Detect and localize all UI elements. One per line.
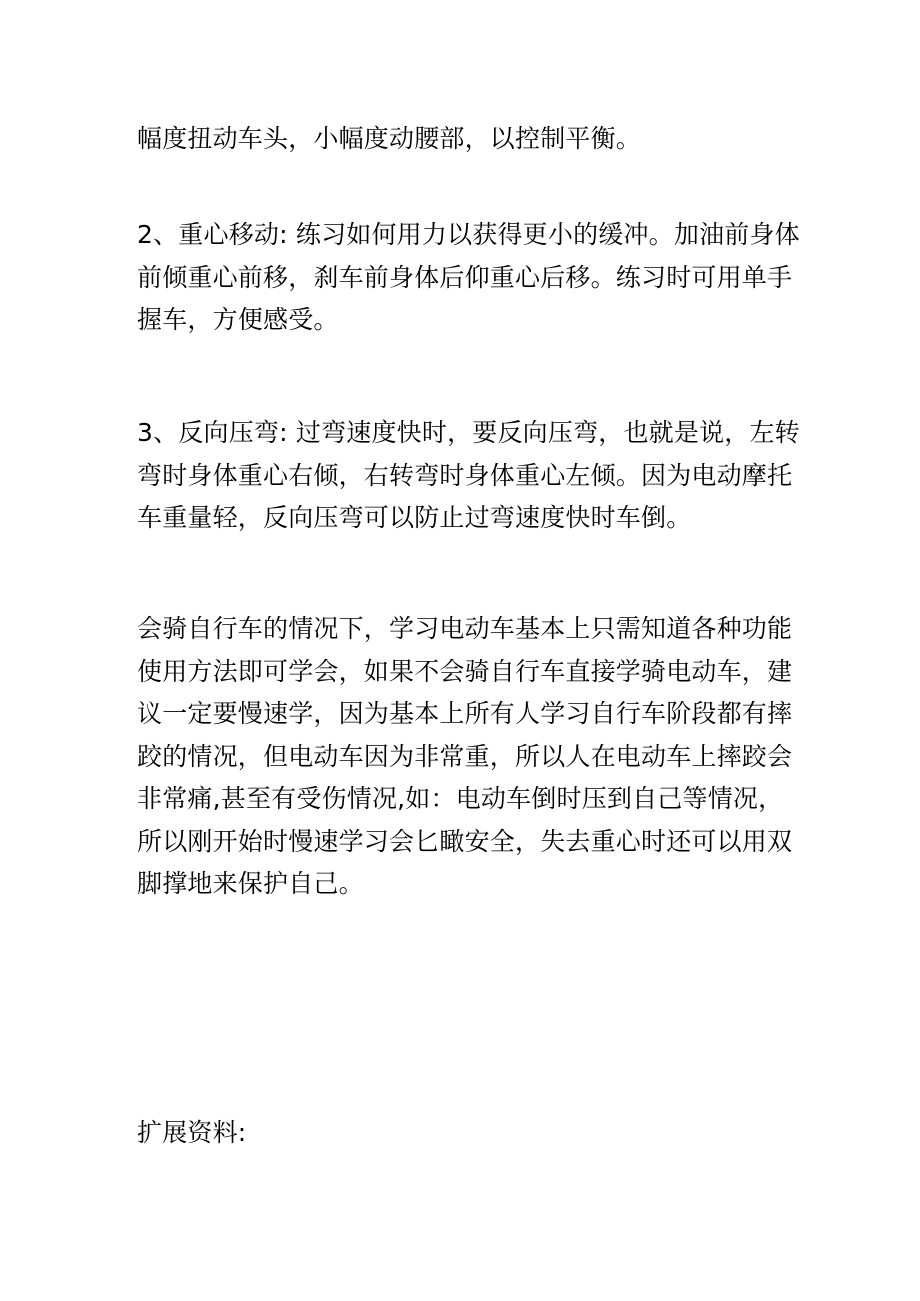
text-line: 会骑自行车的情况下，学习电动车基本上只需知道各种功能 [137, 614, 793, 643]
text-line: 非常痛,甚至有受伤情况,如：电动车倒时压到自己等情况， [137, 784, 784, 813]
section-heading-extended-info [137, 1112, 797, 1155]
text-line: 脚撑地来保护自己。 [137, 869, 364, 898]
text-line: 2、重心移动: 练习如何用力以获得更小的缓冲。加油前身体 [137, 220, 800, 249]
text-line: 使用方法即可学会，如果不会骑自行车直接学骑电动车，建 [137, 656, 793, 686]
text-line: 扩展资料: [137, 1118, 247, 1147]
text-line: 幅度扭动车头，小幅度动腰部，以控制平衡。 [137, 124, 642, 153]
text-line: 前倾重心前移，刹车前身体后仰重心后移。练习时可用单手 [137, 262, 793, 292]
paragraph-center-of-gravity [137, 214, 800, 342]
text-line: 握车，方便感受。 [137, 305, 339, 334]
text-line: 议一定要慢速学，因为基本上所有人学习自行车阶段都有摔 [137, 699, 793, 728]
paragraph-balance-control [137, 118, 797, 161]
text-line: 所以刚开始时慢速学习会匕瞰安全，失去重心时还可以用双 [137, 826, 793, 856]
text-line: 车重量轻，反向压弯可以防止过弯速度快时车倒。 [137, 503, 692, 532]
text-line: 弯时身体重心右倾，右转弯时身体重心左倾。因为电动摩托 [137, 460, 793, 490]
paragraph-learning-advice [137, 608, 797, 906]
text-line: 3、反向压弯: 过弯速度快时，要反向压弯，也就是说，左转 [137, 418, 800, 447]
paragraph-counter-steering [137, 412, 800, 540]
text-line: 跤的情况，但电动车因为非常重，所以人在电动车上摔跤会 [137, 741, 793, 771]
